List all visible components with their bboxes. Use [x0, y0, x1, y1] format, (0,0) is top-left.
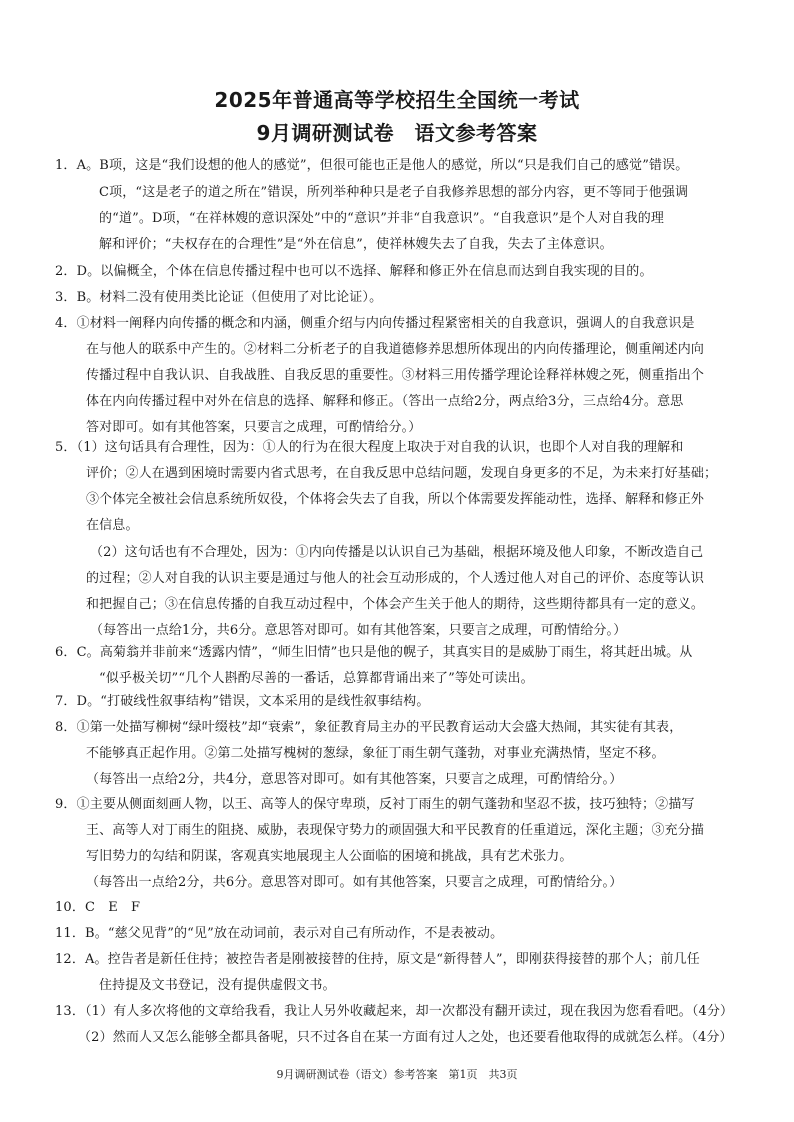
answer-item-10: 10．C E F	[55, 900, 141, 915]
answer-item-4: 4．①材料一阐释内向传播的概念和内涵，侧重介绍与内向传播过程紧密相关的自我意识，强调人的自我意识是	[55, 316, 695, 331]
answer-line: 答对即可。如有其他答案，只要言之成理，可酌情给分。）	[86, 420, 422, 435]
answer-line: “似乎极关切”“几个人斟酌尽善的一番话，总算都背诵出来了”等处可读出。	[99, 671, 534, 686]
answer-item-1: 1．A。B项，这是“我们设想的他人的感觉”，但很可能也正是他人的感觉，所以“只是我们自己的感觉”错误。	[55, 158, 689, 173]
answer-line: 写旧势力的勾结和阴谋，客观真实地展现主人公面临的困境和挑战，具有艺术张力。	[86, 849, 573, 864]
answer-line: 在信息。	[86, 518, 139, 533]
exam-title: 2025年普通高等学校招生全国统一考试	[214, 88, 580, 112]
answer-line: 在与他人的联系中产生的。②材料二分析老子的自我道德修养思想所体现出的内向传播理论，侧重阐述内向	[86, 342, 705, 357]
answer-line: 住持提及文书登记，没有提供虚假文书。	[99, 978, 336, 993]
answer-line: 的过程；②人对自我的认识主要是通过与他人的社会互动形成的，个人透过他人对自己的评价、态度等认识	[86, 571, 705, 586]
answer-item-6: 6．C。高菊翁并非前来“透露内情”，“师生旧情”也只是他的幌子，其真实目的是威胁丁雨生，将其赶出城。从	[55, 645, 693, 660]
answer-item-2: 2．D。以偏概全，个体在信息传播过程中也可以不选择、解释和修正外在信息而达到自我实现的目的。	[55, 264, 653, 279]
answer-item-13: 13．（1）有人多次将他的文章给我看，我让人另外收藏起来，却一次都没有翻开读过，现在我因为您看看吧。（4分）	[55, 1004, 734, 1019]
page-footer: 9月调研测试卷（语文）参考答案 第1页 共3页	[276, 1068, 518, 1081]
answer-line: 传播过程中自我认识、自我战胜、自我反思的重要性。③材料三用传播学理论诠释祥林嫂之死，侧重指出个	[86, 368, 705, 383]
answer-item-11: 11．B。“慈父见背”的“见”放在动词前，表示对自己有所动作，不是表被动。	[55, 926, 504, 941]
answer-line: 王、高等人对丁雨生的阻挠、威胁，表现保守势力的顽固强大和平民教育的任重道远，深化主题；③充分描	[86, 823, 705, 838]
answer-item-9: 9．①主要从侧面刻画人物，以王、高等人的保守卑琐，反衬丁雨生的朝气蓬勃和坚忍不拔，技巧独特；②描写	[55, 797, 695, 812]
exam-subtitle: 9月调研测试卷 语文参考答案	[256, 121, 538, 145]
answer-item-12: 12．A。控告者是新任住持；被控告者是刚被接替的住持，原文是“新得替人”，即刚获得接替的那个人；前几任	[55, 952, 700, 967]
answer-line: 评价；②人在遇到困境时需要内省式思考，在自我反思中总结问题，发现自身更多的不足，为未来打好基础；	[86, 466, 718, 481]
answer-line: 解和评价；“夫权存在的合理性”是“外在信息”，使祥林嫂失去了自我，失去了主体意识。	[99, 237, 613, 252]
answer-item-7: 7．D。“打破线性叙事结构”错误，文本采用的是线性叙事结构。	[55, 694, 430, 709]
answer-line: 不能够真正起作用。②第二处描写槐树的葱绿，象征丁雨生朝气蓬勃，对事业充满热情，坚定不移。	[86, 746, 665, 761]
answer-line: （每答出一点给2分，共4分，意思答对即可。如有其他答案，只要言之成理，可酌情给分。）	[86, 772, 623, 787]
answer-line: （2）这句话也有不合理处，因为：①内向传播是以认识自己为基础，根据环境及他人印象，不断改造自己	[90, 545, 704, 560]
answer-line: （2）然而人又怎么能够全都具备呢，只不过各自在某一方面有过人之处，也还要看他取得的成就怎么样。（4分）	[78, 1030, 733, 1045]
answer-line: （每答出一点给1分，共6分。意思答对即可。如有其他答案，只要言之成理，可酌情给分。）	[90, 623, 627, 638]
answer-line: 体在内向传播过程中对外在信息的选择、解释和修正。（答出一点给2分，两点给3分，三点给4分。意思	[86, 394, 684, 409]
answer-line: 的“道”。D项，“在祥林嫂的意识深处”中的“意识”并非“自我意识”。“自我意识”是个人对自我的理	[99, 211, 665, 226]
answer-line: C项，“这是老子的道之所在”错误，所列举种种只是老子自我修养思想的部分内容，更不等同于他强调	[99, 185, 689, 200]
answer-line: （每答出一点给2分，共6分。意思答对即可。如有其他答案，只要言之成理，可酌情给分。）	[86, 875, 623, 890]
answer-line: ③个体完全被社会信息系统所奴役，个体将会失去了自我，所以个体需要发挥能动性，选择、解释和修正外	[86, 492, 705, 507]
answer-line: 和把握自己；③在信息传播的自我互动过程中，个体会产生关于他人的期待，这些期待都具有一定的意义。	[86, 597, 705, 612]
answer-item-8: 8．①第一处描写柳树“绿叶缀枝”却“衰索”，象征教育局主办的平民教育运动大会盛大热闹，其实徒有其表，	[55, 720, 683, 735]
answer-item-5: 5．（1）这句话具有合理性，因为：①人的行为在很大程度上取决于对自我的认识，也即个人对自我的理解和	[55, 440, 684, 455]
answer-item-3: 3．B。材料二没有使用类比论证（但使用了对比论证）。	[55, 290, 383, 305]
